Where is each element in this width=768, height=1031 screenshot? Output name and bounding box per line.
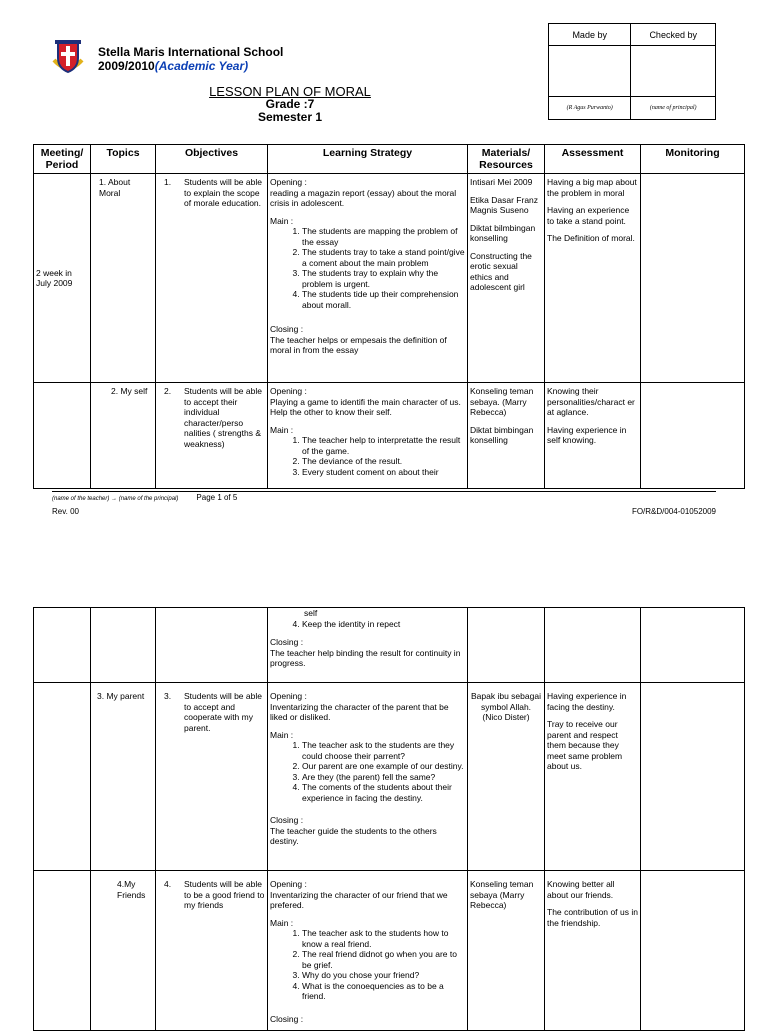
- materials-cell: Konseling teman sebaya (Marry Rebecca): [468, 871, 545, 1031]
- header-topics: Topics: [91, 145, 156, 174]
- strategy-cell: Opening : Playing a game to identifi the main character of us. Help the other to know their self. Main : 1. The teacher help to interpretatte the result of the game. 2. The deviance of the result. 3. Every student coment on about their: [268, 383, 468, 489]
- document-code: FO/R&D/004-01052009: [631, 507, 716, 516]
- academic-year-label: (Academic Year): [154, 59, 249, 73]
- signoff-table: [548, 23, 716, 120]
- meeting-cell: [34, 608, 91, 683]
- monitoring-cell: [641, 683, 745, 871]
- checked-by-name: (name of principal): [631, 97, 716, 120]
- table-row: [34, 871, 745, 1031]
- footer-signoff: [52, 493, 237, 502]
- footer-names: (name of the teacher) → (name of the principal): [52, 496, 179, 502]
- list-item: 1. The teacher help to interpretatte the result of the game.: [302, 435, 465, 456]
- topic-cell: 3. My parent: [91, 683, 156, 871]
- header-strategy: Learning Strategy: [268, 145, 468, 174]
- lesson-plan-table-page2: [33, 607, 745, 1031]
- checked-by-header: Checked by: [631, 24, 716, 46]
- monitoring-cell: [641, 383, 745, 489]
- strategy-cell: self 4. Keep the identity in repect Closing : The teacher help binding the result for continuity in progress.: [268, 608, 468, 683]
- plan-title-block: [150, 85, 430, 124]
- assessment-cell: Knowing their personalities/charact er at aglance. Having experience in self knowing.: [545, 383, 641, 489]
- list-item: 2. The students tray to take a stand point/give a coment about the main problem: [302, 247, 465, 268]
- grade-label: Grade :7: [265, 97, 315, 111]
- materials-cell: Konseling teman sebaya. (Marry Rebecca) Diktat bimbingan konselling: [468, 383, 545, 489]
- made-by-name: (R Agus Purwanto): [549, 97, 631, 120]
- meeting-cell: [34, 683, 91, 871]
- list-item: 1. The students are mapping the problem of the essay: [302, 226, 465, 247]
- made-by-signature: [549, 46, 631, 97]
- materials-cell: [468, 608, 545, 683]
- footer-divider: [52, 491, 716, 492]
- topic-cell: 2. My self: [91, 383, 156, 489]
- topic-cell: 4.My Friends: [91, 871, 156, 1031]
- table-row: [34, 683, 745, 871]
- meeting-cell: [34, 383, 91, 489]
- school-year: 2009/2010: [98, 59, 155, 73]
- school-name: Stella Maris International School: [98, 45, 284, 59]
- materials-cell: Bapak ibu sebagai symbol Allah. (Nico Dister): [468, 683, 545, 871]
- list-item: 4. Keep the identity in repect: [302, 619, 465, 630]
- list-item: 2. The real friend didnot go when you are to be grief.: [302, 949, 465, 970]
- list-item: 1. The teacher ask to the students how to know a real friend.: [302, 928, 465, 949]
- topic-cell: 1. About Moral: [91, 174, 156, 383]
- table-row: [34, 383, 745, 489]
- list-item: 4. The students tide up their comprehension about morall.: [302, 289, 465, 310]
- list-item: 3. Every student coment on about their: [302, 467, 465, 478]
- assessment-cell: Knowing better all about our friends. The contribution of us in the friendship.: [545, 871, 641, 1031]
- objective-cell: 3. Students will be able to accept and cooperate with my parent.: [156, 683, 268, 871]
- list-item: 4. What is the conoequencies as to be a friend.: [302, 981, 465, 1002]
- list-item: 3. The students tray to explain why the problem is urgent.: [302, 268, 465, 289]
- objective-cell: 1. Students will be able to explain the scope of morale education.: [156, 174, 268, 383]
- objective-cell: 4. Students will be able to be a good friend to my friends: [156, 871, 268, 1031]
- assessment-cell: Having a big map about the problem in moral Having an experience to take a stand point. The Definition of moral.: [545, 174, 641, 383]
- table-row: [34, 608, 745, 683]
- school-header: [98, 45, 283, 73]
- page-number: Page 1 of 5: [196, 493, 238, 502]
- revision-label: Rev. 00: [52, 507, 79, 516]
- header-monitoring: Monitoring: [641, 145, 745, 174]
- assessment-cell: [545, 608, 641, 683]
- checked-by-signature: [631, 46, 716, 97]
- list-item: 2. The deviance of the result.: [302, 456, 465, 467]
- objective-cell: [156, 608, 268, 683]
- lesson-plan-table-page1: [33, 144, 745, 489]
- strategy-cell: Opening : Inventarizing the character of our friend that we prefered. Main : 1. The teacher ask to the students how to know a real friend. 2. The real friend didnot go when you are to be grief. 3. Why do you chose your friend? 4. What is the conoequencies as to be a friend. Closing :: [268, 871, 468, 1031]
- meeting-cell: 2 week in July 2009: [34, 174, 91, 383]
- made-by-header: Made by: [549, 24, 631, 46]
- assessment-cell: Having experience in facing the destiny. Tray to receive our parent and respect them because they meet same problem about us.: [545, 683, 641, 871]
- list-item: 1. The teacher ask to the students are they could choose their parrent?: [302, 740, 465, 761]
- objective-cell: 2. Students will be able to accept their individual character/perso nalities ( strengths & weakness): [156, 383, 268, 489]
- meeting-cell: [34, 871, 91, 1031]
- header-objectives: Objectives: [156, 145, 268, 174]
- list-item: 2. Our parent are one example of our destiny.: [302, 761, 465, 772]
- list-item: 3. Are they (the parent) fell the same?: [302, 772, 465, 783]
- list-item: 3. Why do you chose your friend?: [302, 970, 465, 981]
- page-title: LESSON PLAN OF MORAL: [209, 84, 371, 99]
- semester-label: Semester 1: [257, 110, 323, 124]
- header-meeting: Meeting/ Period: [34, 145, 91, 174]
- school-logo: [50, 38, 86, 76]
- strategy-cell: Opening : reading a magazin report (essay) about the moral crisis in adolescent. Main : 1. The students are mapping the problem of the essay 2. The students tray to take a stand point/give a coment about the main problem 3. The students tray to explain why the problem is urgent. 4. The students tide up their comprehension about morall. Closing : The teacher helps or empesais the definition of moral in from the essay: [268, 174, 468, 383]
- header-assessment: Assessment: [545, 145, 641, 174]
- monitoring-cell: [641, 174, 745, 383]
- monitoring-cell: [641, 871, 745, 1031]
- list-item: 4. The coments of the students about their experience in facing the destiny.: [302, 782, 465, 803]
- header-materials: Materials/ Resources: [468, 145, 545, 174]
- monitoring-cell: [641, 608, 745, 683]
- topic-cell: [91, 608, 156, 683]
- materials-cell: Intisari Mei 2009 Etika Dasar Franz Magnis Suseno Diktat bilmbingan konselling Constructing the erotic sexual ethics and adolescent girl: [468, 174, 545, 383]
- strategy-cell: Opening : Inventarizing the character of the parent that be liked or disliked. Main : 1. The teacher ask to the students are they could choose their parrent? 2. Our parent are one example of our destiny. 3. Are they (the parent) fell the same? 4. The coments of the students about their experience in facing the destiny. Closing : The teacher guide the students to the others destiny.: [268, 683, 468, 871]
- table-row: [34, 174, 745, 383]
